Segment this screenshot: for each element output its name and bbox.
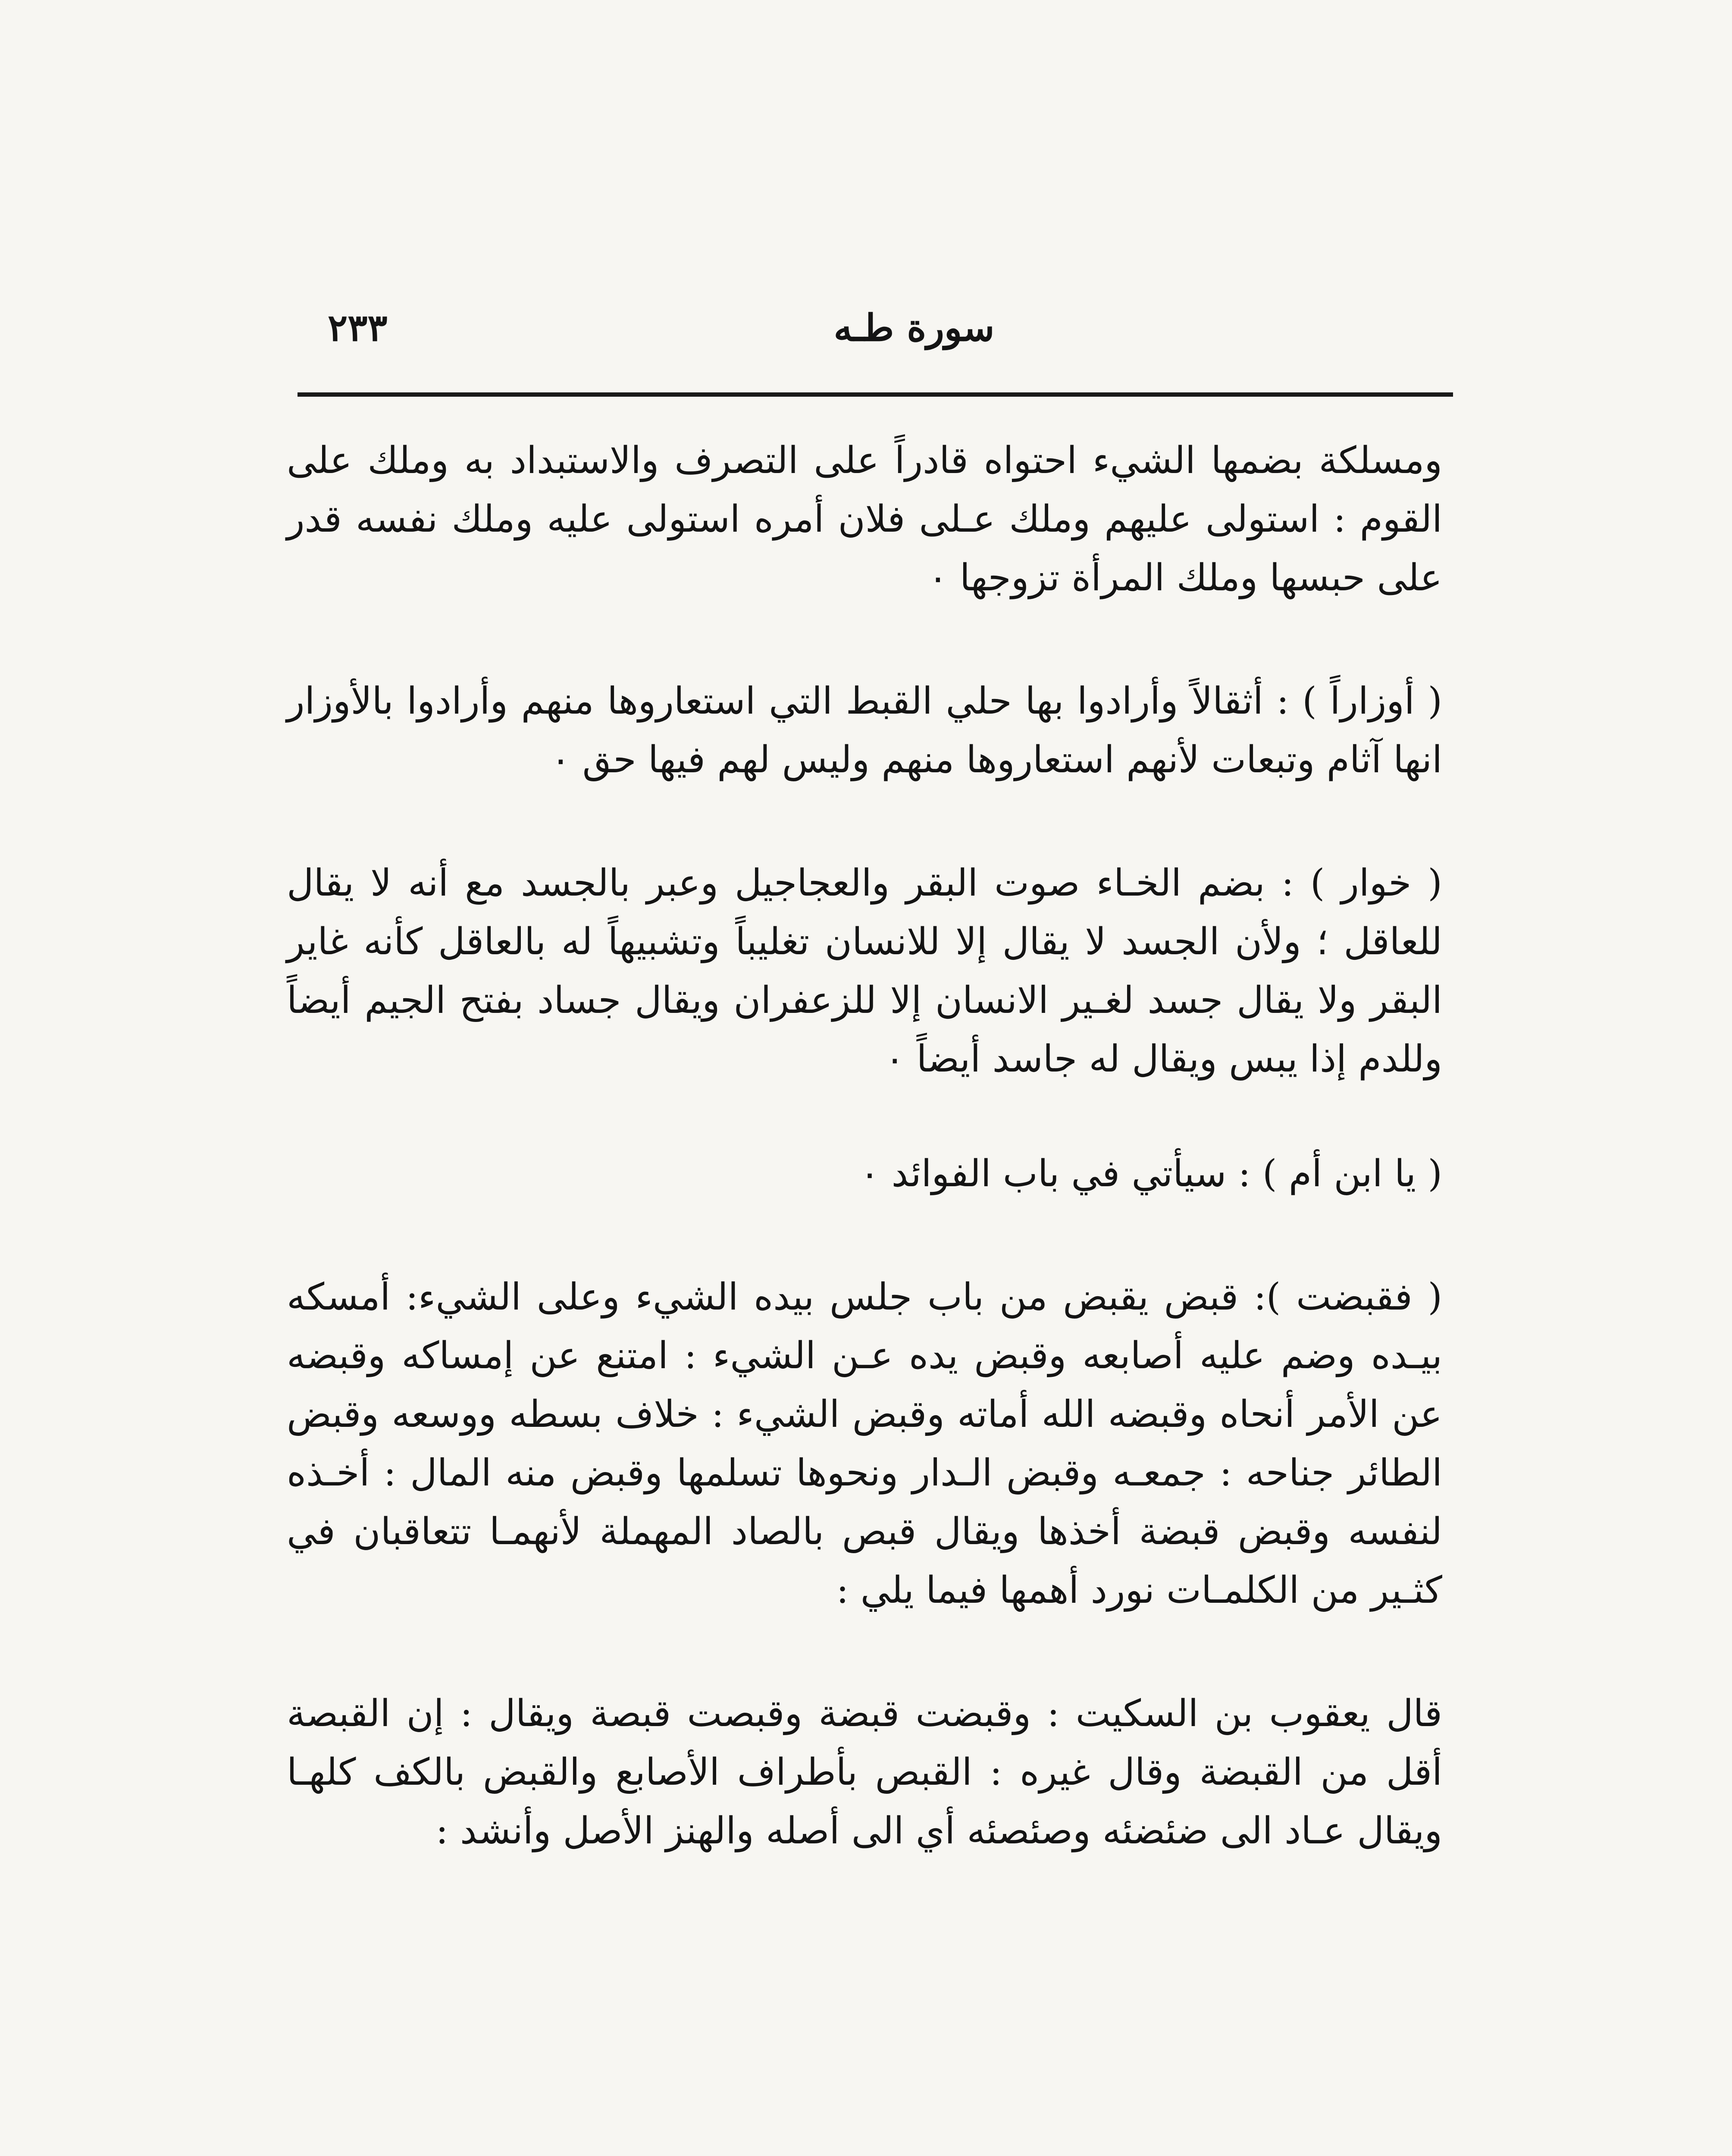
running-title: سورة طـه bbox=[833, 306, 995, 350]
paragraph-ibn-al-sikkit: قال يعقوب بن السكيت : وقبضت قبضة وقبصت قبصة ويقال : إن القبصة أقل من القبضة وقال غيره : القبص بأطراف الأصابع والقبض بالكف كلهـا ويقال عـاد الى ضئضئه وصئصئه أي الى أصله والهنز الأصل وأنشد : bbox=[287, 1692, 1442, 1852]
header-rule bbox=[298, 392, 1453, 397]
paragraph-faqabadtu: ( فقبضت ): قبض يقبض من باب جلس بيده الشيء وعلى الشيء: أمسكه بيـده وضم عليه أصابعه وقبض يده عـن الشيء : امتنع عن إمساكه وقبضه عن الأمر أنحاه وقبضه الله أماته وقبض الشيء : خلاف بسطه ووسعه وقبض الطائر جناحه : جمعـه وقبض الـدار ونحوها تسلمها وقبض منه المال : أخـذه لنفسه وقبض قبضة أخذها ويقال قبص بالصاد المهملة لأنهمـا تتعاقبان في كثـير من الكلمـات نورد أهمها فيما يلي : bbox=[287, 1275, 1442, 1612]
body-text bbox=[287, 431, 1442, 1925]
paragraph-ya-ibn-umm: ( يا ابن أم ) : سيأتي في باب الفوائد ٠ bbox=[860, 1152, 1442, 1195]
paragraph-awzar: ( أوزاراً ) : أثقالاً وأرادوا بها حلي القبط التي استعاروها منهم وأرادوا بالأوزار انها آثام وتبعات لأنهم استعاروها منهم وليس لهم فيها حق ٠ bbox=[287, 680, 1442, 781]
paragraph-malaka: ومسلكة بضمها الشيء احتواه قادراً على التصرف والاستبداد به وملك على القوم : استولى عليهم وملك عـلى فلان أمره استولى عليه وملك نفسه قدر على حبسها وملك المرأة تزوجها ٠ bbox=[287, 439, 1442, 599]
page-header bbox=[298, 276, 1453, 362]
paragraph-khuwar: ( خوار ) : بضم الخـاء صوت البقر والعجاجيل وعبر بالجسد مع أنه لا يقال للعاقل ؛ ولأن الجسد لا يقال إلا للانسان تغليباً وتشبيهاً له بالعاقل كأنه غاير البقر ولا يقال جسد لغـير الانسان إلا للزعفران ويقال جساد بفتح الجيم أيضاً وللدم إذا يبس ويقال له جاسد أيضاً ٠ bbox=[287, 862, 1442, 1081]
page-number: ٢٣٣ bbox=[328, 306, 388, 350]
